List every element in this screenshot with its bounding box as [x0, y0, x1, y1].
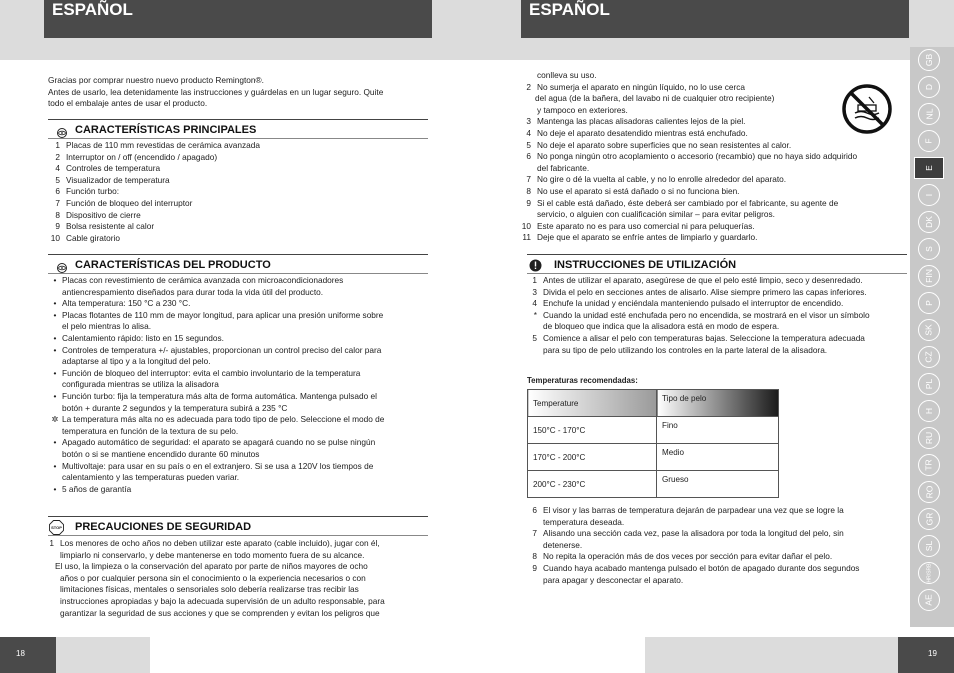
table-cell: 200°C - 230°C — [528, 471, 657, 498]
lang-tab[interactable]: D — [918, 76, 940, 98]
lang-tab[interactable]: RO — [918, 481, 940, 503]
list-item: 5 Visualizador de temperatura — [55, 174, 170, 185]
header-title: ESPAÑOL — [529, 0, 610, 19]
table-header-cell: Temperature — [528, 390, 657, 417]
list-item: 5 Comience a alisar el pelo con temperaturas bajas. Seleccione la temperatura adecuada para su tipo de pelo utilizando los controles en la parte lateral de la alisadora. — [532, 332, 865, 355]
instrucciones-cont-list — [519, 505, 911, 586]
precauciones-list — [36, 538, 432, 619]
intro-line: Gracias por comprar nuestro nuevo producto Remington®. — [48, 75, 264, 85]
page-number: 18 — [16, 649, 25, 658]
lang-tab[interactable]: P — [918, 292, 940, 314]
instrucciones-list — [519, 275, 911, 356]
lang-tab[interactable]: RU — [918, 427, 940, 449]
list-item: 2 No sumerja el aparato en ningún líquido, no lo use cerca del agua (de la bañera, del lavabo ni de cualquier otro recipiente) y tampoco en exteriores. — [526, 81, 775, 115]
header-title: ESPAÑOL — [52, 0, 133, 19]
table-row — [528, 417, 779, 444]
intro-line: Antes de usarlo, lea detenidamente las instrucciones y guárdelas en un lugar seguro. Quite — [48, 86, 384, 97]
list-item: • Función de bloqueo del interruptor: evita el cambio involuntario de la temperatura configurada mientras se utiliza la alisadora — [53, 367, 361, 390]
section-rule — [48, 254, 428, 255]
list-item: 7 No gire o dé la vuelta al cable, y no lo enrolle alrededor del aparato. — [526, 174, 787, 185]
list-item: 3 Divida el pelo en secciones antes de alisarlo. Alise siempre primero las capas inferiores. — [532, 286, 867, 297]
lang-tab[interactable]: AE — [918, 589, 940, 611]
table-cell: Grueso — [657, 471, 779, 498]
producto-list — [48, 275, 430, 495]
list-item: 6 Función turbo: — [55, 186, 120, 197]
list-item: 1 Placas de 110 mm revestidas de cerámica avanzada — [55, 140, 261, 150]
lang-tab[interactable]: HR/SRB — [918, 562, 940, 584]
list-item: • Controles de temperatura +/- ajustables, proporcionan un control preciso del calor para adaptarse al tipo y a la longitud del pelo. — [53, 344, 382, 367]
lang-tab[interactable]: S — [918, 238, 940, 260]
list-item: conlleva su uso. — [537, 70, 597, 80]
list-item: • Multivoltaje: para usar en su país o en el extranjero. Si se usa a 120V los tiempos de calentamiento y las temperaturas pueden variar. — [53, 460, 374, 483]
table-cell: Medio — [657, 444, 779, 471]
list-item: • 5 años de garantía — [53, 483, 132, 494]
temperature-table — [527, 389, 779, 498]
stop-icon — [49, 520, 64, 540]
list-item: 11 Deje que el aparato se enfríe antes de limpiarlo y guardarlo. — [522, 232, 758, 243]
page-number-right — [898, 637, 954, 673]
list-item: 7 Función de bloqueo del interruptor — [55, 197, 193, 208]
list-item: * Cuando la unidad esté enchufada pero no encendida, se mostrará en el visor un símbolo de bloqueo que indica que la alisadora está en modo de espera. — [533, 309, 870, 332]
list-item: 6 El visor y las barras de temperatura dejarán de parpadear una vez que se logre la temperatura deseada. — [532, 505, 844, 527]
lang-tab[interactable]: PL — [918, 373, 940, 395]
table-cell: 150°C - 170°C — [528, 417, 657, 444]
section-title-precauciones: PRECAUCIONES DE SEGURIDAD — [75, 521, 252, 533]
lang-tab[interactable]: DK — [918, 211, 940, 233]
page-number-left — [0, 637, 56, 673]
lang-tab[interactable]: GR — [918, 508, 940, 530]
list-item: 8 Dispositivo de cierre — [55, 209, 141, 220]
table-header-cell: Tipo de pelo — [657, 390, 779, 417]
table-row — [528, 444, 779, 471]
list-item: • Placas flotantes de 110 mm de mayor longitud, para aplicar una presión uniforme sobre el pelo mientras lo alisa. — [53, 309, 384, 332]
list-item: 6 No ponga ningún otro acoplamiento o accesorio (recambio) que no haya sido adquirido del fabricante. — [526, 151, 858, 173]
section-rule — [48, 516, 428, 517]
page-number: 19 — [928, 649, 937, 658]
list-item: • Apagado automático de seguridad: el aparato se apagará cuando no se pulse ningún botón o si se mantiene encendido durante 60 minutos — [53, 437, 376, 459]
section-title-producto: CARACTERÍSTICAS DEL PRODUCTO — [75, 259, 271, 271]
list-item: 7 Alisando una sección cada vez, pase la alisadora por toda la longitud del pelo, sin detenerse. — [532, 528, 844, 550]
lang-tab[interactable]: SK — [918, 319, 940, 341]
lang-tab[interactable]: H — [918, 400, 940, 422]
page-header-right — [521, 0, 909, 38]
lang-tab[interactable]: TR — [918, 454, 940, 476]
list-item: • Placas con revestimiento de cerámica avanzada con microacondicionadores antiencrespamiento diseñados para durar toda la vida útil del producto. — [53, 275, 344, 297]
list-item: 8 No repita la operación más de dos veces por sección para evitar dañar el pelo. — [532, 551, 833, 562]
list-item: 10 Este aparato no es para uso comercial ni para peluquerías. — [521, 220, 755, 231]
page-header-left — [44, 0, 432, 38]
table-cell: 170°C - 200°C — [528, 444, 657, 471]
intro-line: todo el embalaje antes de usar el producto. — [48, 98, 208, 109]
list-item: 5 No deje el aparato sobre superficies que no sean resistentes al calor. — [526, 139, 792, 150]
no-water-icon — [841, 83, 893, 140]
section-rule — [527, 273, 907, 274]
lang-tab[interactable]: GB — [918, 49, 940, 71]
section-title-principales: CARACTERÍSTICAS PRINCIPALES — [75, 124, 257, 136]
lang-tab[interactable]: I — [918, 184, 940, 206]
list-item: ✲ La temperatura más alta no es adecuada para todo tipo de pelo. Seleccione el modo de temperatura en función de la textura de su pelo. — [51, 414, 385, 436]
lang-tab[interactable]: NL — [918, 103, 940, 125]
list-item: 4 Enchufe la unidad y enciéndala manteniendo pulsado el interruptor de encendido. — [532, 298, 844, 309]
list-item: 9 Cuando haya acabado mantenga pulsado el botón de apagado durante dos segundos para apagar y desconectar el aparato. — [532, 562, 860, 585]
list-item: 10 Cable giratorio — [50, 232, 120, 243]
section-rule — [48, 119, 428, 120]
section-title-instrucciones: INSTRUCCIONES DE UTILIZACIÓN — [554, 259, 737, 271]
section-rule — [527, 254, 907, 255]
section-rule — [48, 535, 428, 536]
list-item: • Calentamiento rápido: listo en 15 segundos. — [53, 332, 224, 343]
list-item: 9 Bolsa resistente al calor — [55, 221, 155, 232]
language-tabs — [910, 47, 954, 627]
lang-tab[interactable]: F — [918, 130, 940, 152]
list-item: 2 Interruptor on / off (encendido / apagado) — [55, 151, 218, 162]
list-item: 4 Controles de temperatura — [55, 163, 161, 174]
list-item: 4 No deje el aparato desatendido mientras está enchufado. — [526, 127, 748, 138]
list-item: 1 Antes de utilizar el aparato, asegúrese de que el pelo esté limpio, seco y desenredado. — [532, 275, 863, 285]
list-item: • Función turbo: fija la temperatura más alta de forma automática. Mantenga pulsado el botón + durante 2 segundos y la temperatura subirá a 235 °C — [53, 390, 377, 413]
list-item: 8 No use el aparato si está dañado o si no funciona bien. — [526, 185, 740, 196]
lang-tab-active[interactable]: E — [914, 157, 944, 179]
section-rule — [48, 138, 428, 139]
section-rule — [48, 273, 428, 274]
lang-tab[interactable]: CZ — [918, 346, 940, 368]
table-header-row — [528, 390, 779, 417]
list-item: • Alta temperatura: 150 °C a 230 °C. — [53, 298, 191, 309]
lang-tab[interactable]: SL — [918, 535, 940, 557]
lang-tab[interactable]: FIN — [918, 265, 940, 287]
table-row — [528, 471, 779, 498]
list-item: El uso, la limpieza o la conservación del aparato por parte de niños mayores de ocho años o por cualquier persona sin el conocimiento o la experiencia necesarios o con limitaciones físicas, mentales o sensoriales solo debería realizarse tras recibir las instrucciones apropiadas y bajo la adecuada supervisión de un adulto responsable, para garantizar la seguridad de sus acciones y que se comprenden y evitan los peligros que — [55, 561, 385, 618]
intro-text — [48, 75, 438, 110]
list-item: 1 Los menores de ocho años no deben utilizar este aparato (cable incluido), jugar con él, limpiarlo ni conservarlo, y debe mantenerse en todo momento fuera de su alcance. — [49, 538, 380, 560]
principales-list — [42, 140, 432, 244]
temps-label: Temperaturas recomendadas: — [527, 376, 638, 385]
stop-icon-label: STOP — [51, 525, 62, 530]
right-page — [477, 0, 954, 673]
table-cell: Fino — [657, 417, 779, 444]
list-item: 3 Mantenga las placas alisadoras calientes lejos de la piel. — [526, 116, 746, 127]
list-item: 9 Si el cable está dañado, éste deberá ser cambiado por el fabricante, su agente de servicio, o alguien con cualificación similar – para evitar peligros. — [526, 197, 839, 220]
